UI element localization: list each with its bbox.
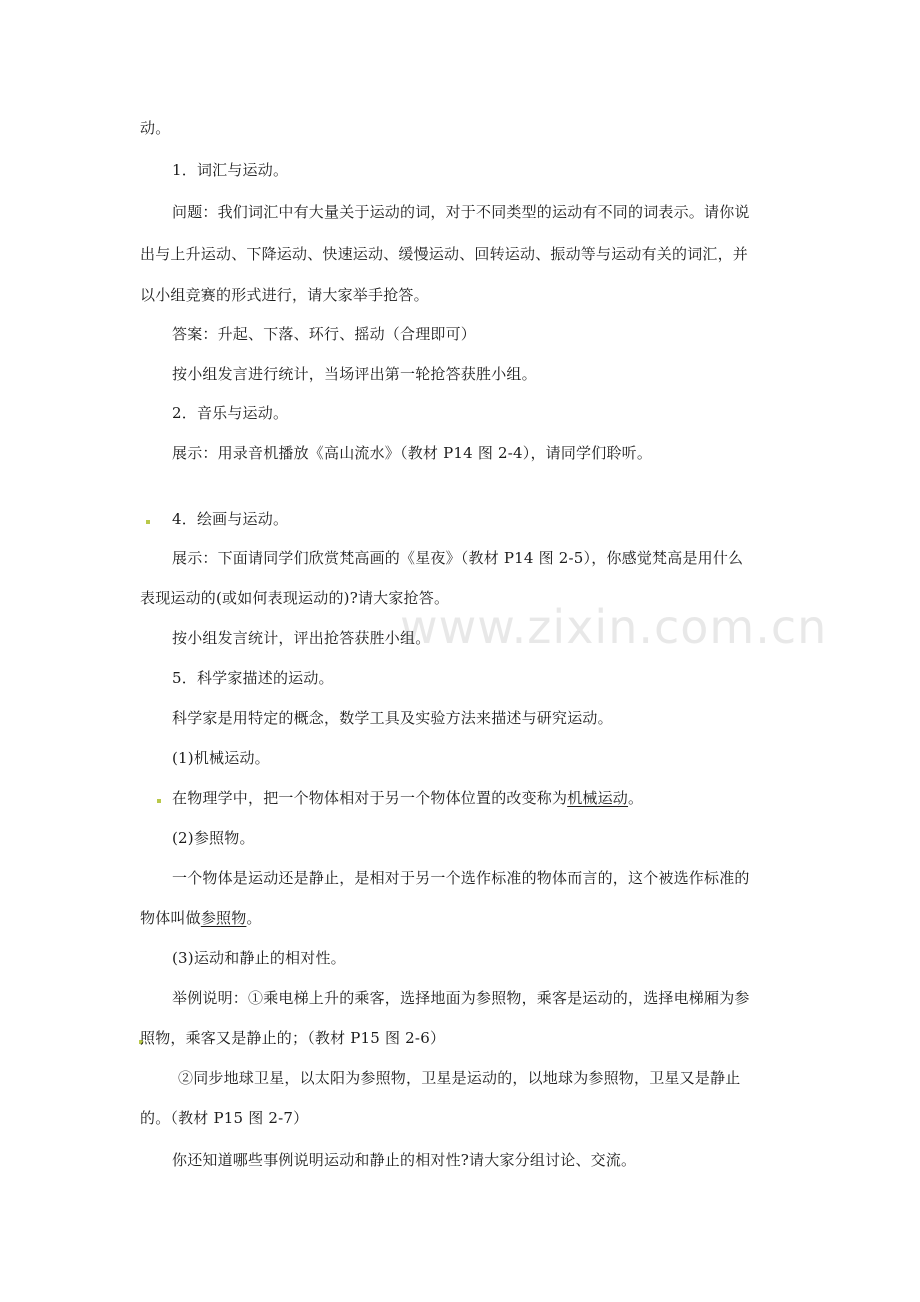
subheading-relativity: (3)运动和静止的相对性。 [172, 949, 346, 967]
text-line: ②同步地球卫星，以太阳为参照物，卫星是运动的，以地球为参照物，卫星又是静止 [178, 1069, 741, 1087]
text-line: 动。 [140, 119, 171, 137]
text-line: 照物，乘客又是静止的；（教材 P15 图 2-6） [140, 1029, 446, 1047]
text-line: 举例说明：①乘电梯上升的乘客，选择地面为参照物，乘客是运动的，选择电梯厢为参 [172, 989, 750, 1007]
section-heading-music: 2．音乐与运动。 [172, 404, 289, 422]
text-line: 以小组竞赛的形式进行，请大家举手抢答。 [140, 286, 429, 304]
text-line: 科学家是用特定的概念，数学工具及实验方法来描述与研究运动。 [172, 709, 613, 727]
text-line: 展示：用录音机播放《高山流水》（教材 P14 图 2-4），请同学们聆听。 [172, 444, 653, 462]
text-line: 问题：我们词汇中有大量关于运动的词，对于不同类型的运动有不同的词表示。请你说 [172, 203, 750, 221]
text-line: 展示：下面请同学们欣赏梵高画的《星夜》（教材 P14 图 2-5），你感觉梵高是用什么 [172, 549, 744, 567]
marker-dot [157, 799, 161, 803]
section-heading-painting: 4．绘画与运动。 [172, 510, 289, 528]
term-reference-object: 参照物 [200, 909, 247, 927]
section-heading-vocabulary: 1．词汇与运动。 [172, 161, 289, 179]
text-line: 按小组发言进行统计，当场评出第一轮抢答获胜小组。 [172, 365, 537, 383]
subheading-mechanical-motion: (1)机械运动。 [172, 749, 270, 767]
text-line: 的。（教材 P15 图 2-7） [140, 1109, 309, 1127]
text-span: 物体叫做 [140, 909, 201, 927]
text-line: 一个物体是运动还是静止，是相对于另一个选作标准的物体而言的，这个被选作标准的 [172, 869, 750, 887]
text-line [140, 908, 262, 928]
marker-dot [146, 520, 150, 524]
watermark: www.zixin.com.cn [400, 600, 828, 654]
text-line: 表现运动的(或如何表现运动的)?请大家抢答。 [140, 589, 450, 607]
text-line: 出与上升运动、下降运动、快速运动、缓慢运动、回转运动、振动等与运动有关的词汇，并 [140, 245, 749, 263]
subheading-reference-object: (2)参照物。 [172, 829, 255, 847]
text-span: 在物理学中，把一个物体相对于另一个物体位置的改变称为 [172, 789, 568, 807]
text-span: 。 [628, 789, 644, 807]
term-mechanical-motion: 机械运动 [567, 789, 629, 807]
text-line: 你还知道哪些事例说明运动和静止的相对性?请大家分组讨论、交流。 [172, 1151, 637, 1169]
section-heading-science: 5．科学家描述的运动。 [172, 669, 334, 687]
text-line: 按小组发言统计，评出抢答获胜小组。 [172, 629, 431, 647]
text-span: 。 [246, 909, 262, 927]
text-line: 答案：升起、下落、环行、摇动（合理即可） [172, 325, 477, 343]
text-line [172, 788, 643, 808]
